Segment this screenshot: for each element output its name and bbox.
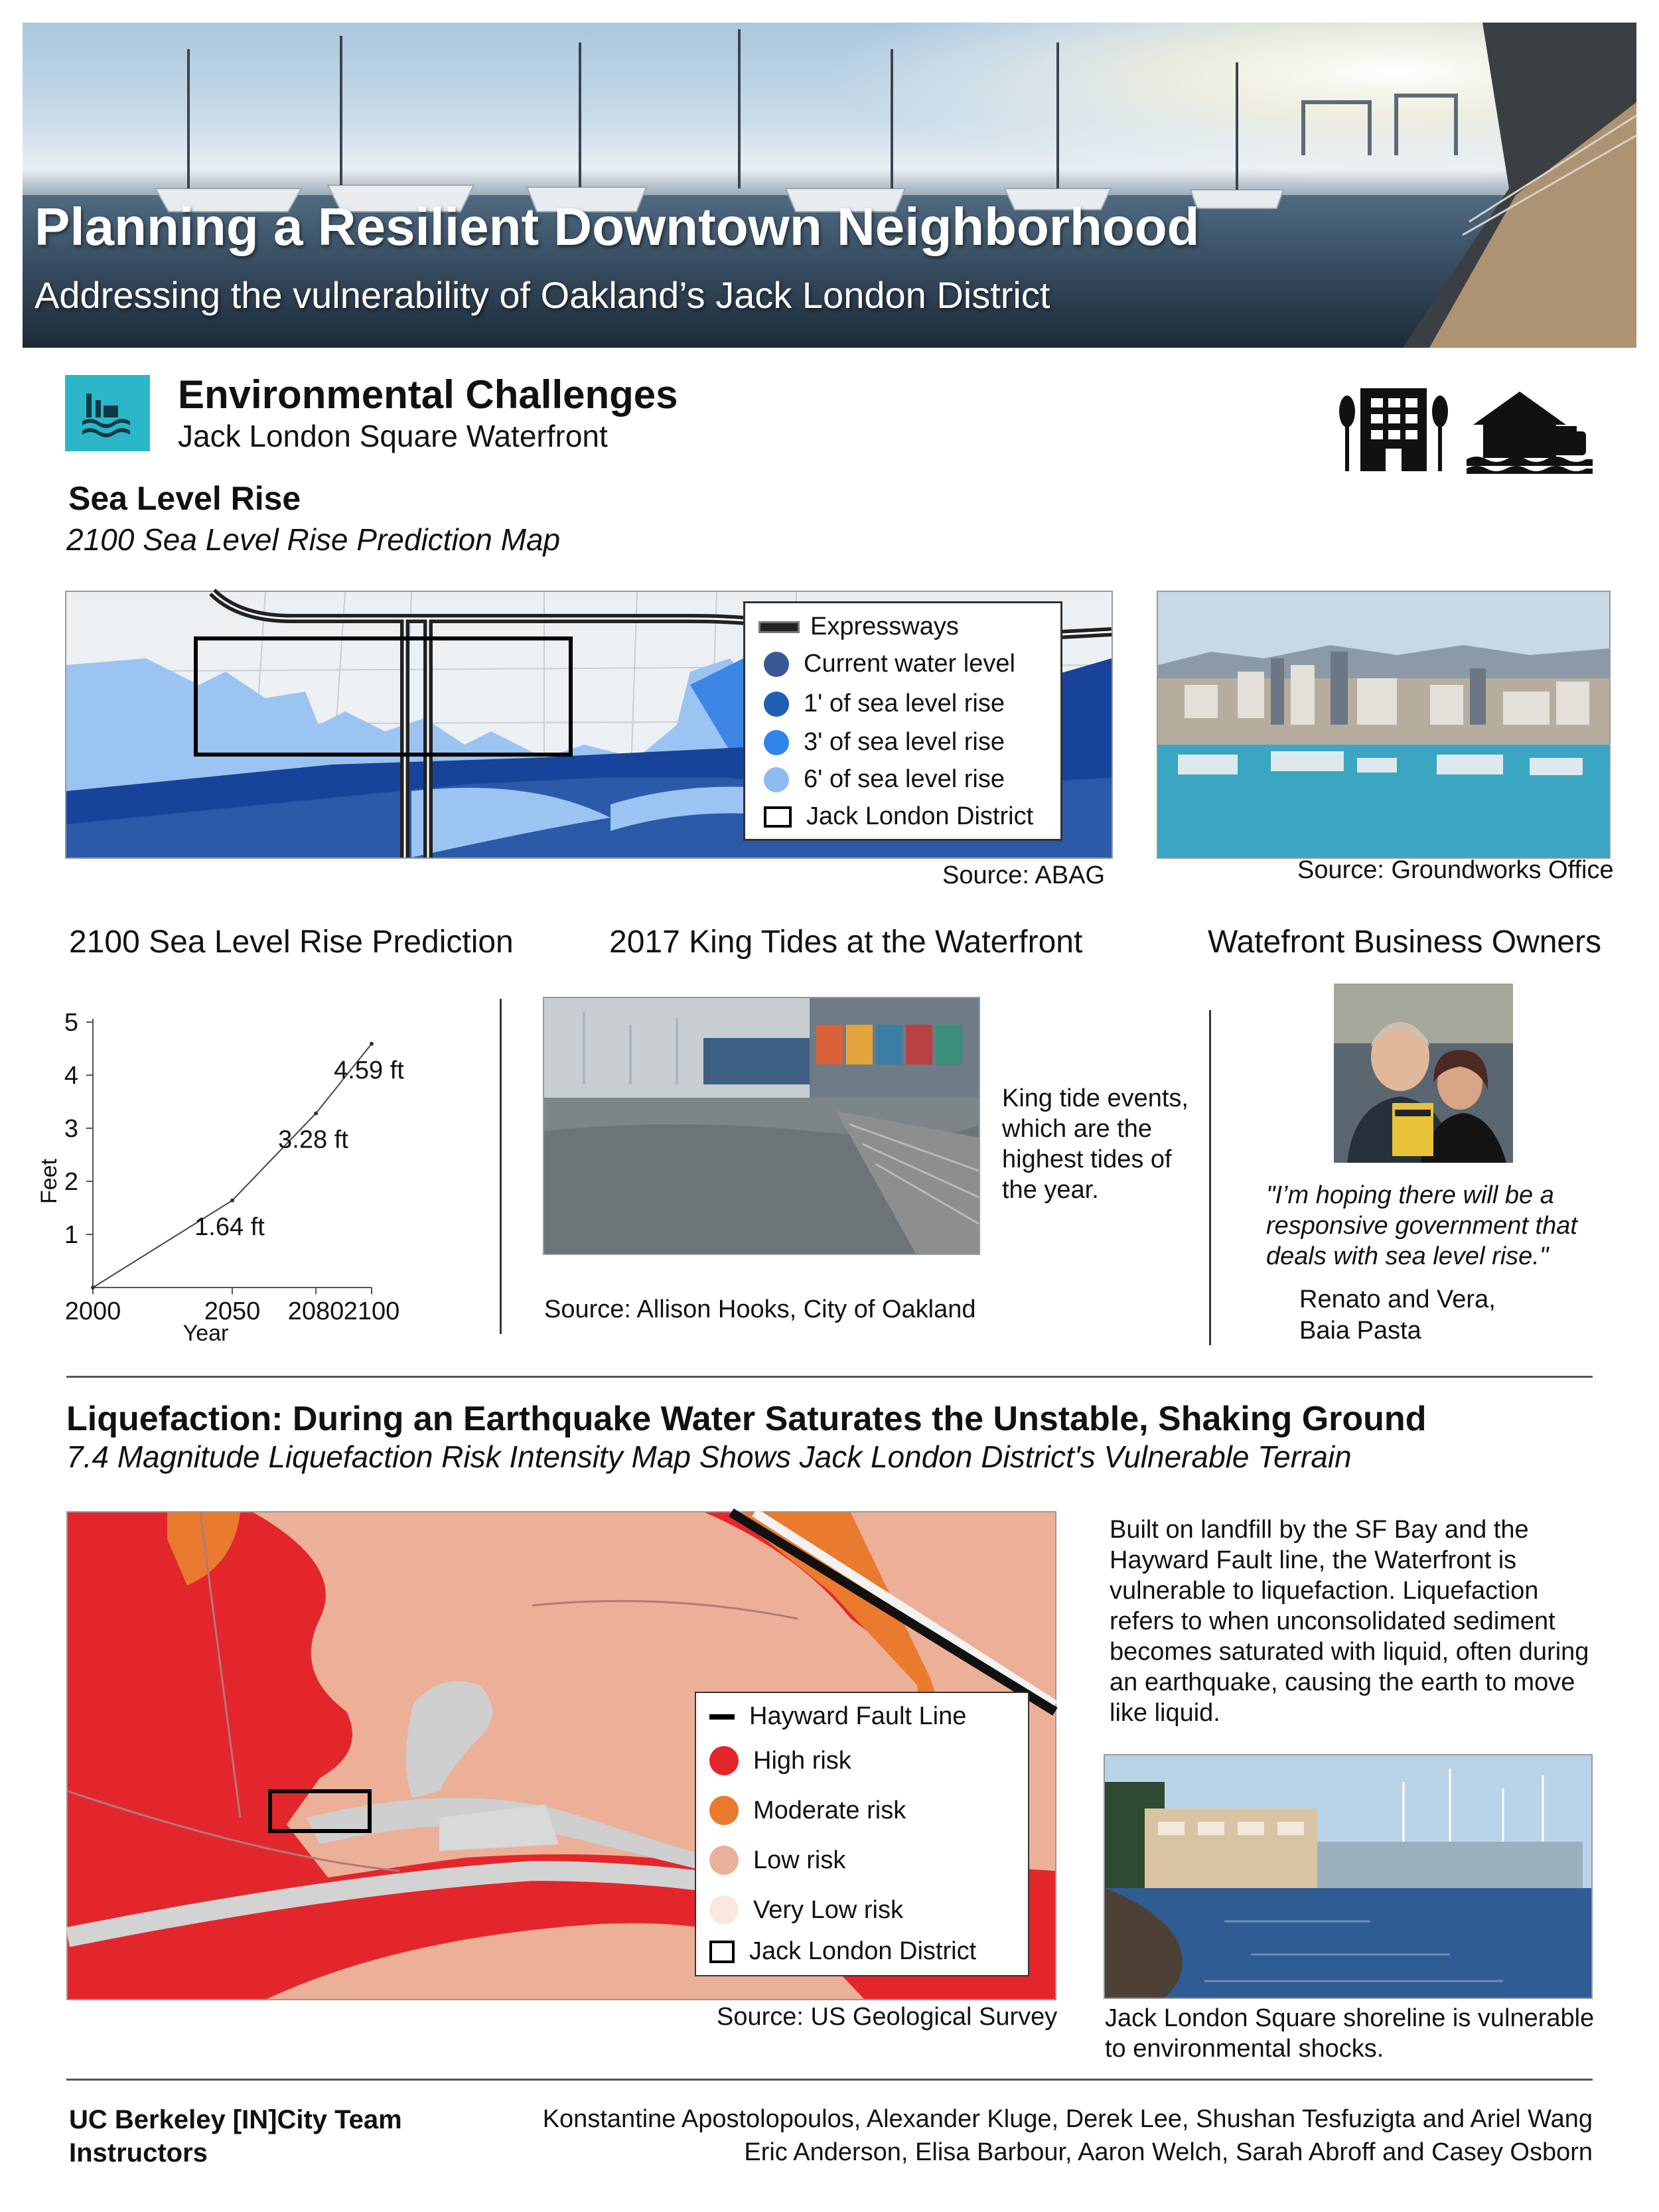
legend-label: 3' of sea level rise [804,728,1005,756]
legend-item-moderate-risk [709,1796,906,1825]
footer-divider [66,2079,1593,2081]
fault-line-swatch [709,1714,735,1720]
page-title: Planning a Resilient Downtown Neighborhood [35,197,1200,256]
shoreline-photo [1104,1754,1593,1999]
low-risk-swatch [709,1846,739,1875]
king-tides-source: Source: Allison Hooks, City of Oakland [544,1295,976,1323]
sea-level-rise-heading: Sea Level Rise [68,480,301,517]
three-foot-swatch [764,730,789,755]
slr-prediction-chart [36,995,438,1354]
data-point [370,1042,374,1046]
x-tick-label: 2050 [204,1297,261,1325]
owners-name: Renato and Vera, [1299,1286,1496,1313]
liquefaction-subheading: 7.4 Magnitude Liquefaction Risk Intensity Map Shows Jack London District's Vulnerable Terrain [66,1439,1352,1474]
x-tick-label: 2080 [287,1297,344,1325]
environmental-challenges-subheading: Jack London Square Waterfront [178,419,608,453]
legend-item-low-risk [709,1846,845,1875]
flooded-city-rendering [1157,591,1611,859]
one-foot-swatch [764,692,789,717]
legend-item-6ft [758,765,1005,794]
x-tick-label: 2000 [64,1297,121,1325]
legend-label: 1' of sea level rise [804,690,1005,717]
legend-item-very-low-risk [709,1895,903,1925]
legend-label: Moderate risk [753,1796,906,1824]
legend-label: Current water level [804,650,1015,678]
sea-level-rise-map [65,591,1113,859]
page-subtitle: Addressing the vulnerability of Oakland’s Jack London District [35,274,1050,316]
waterfront-icon [65,375,150,451]
environmental-challenges-heading: Environmental Challenges [178,372,678,417]
column-divider [500,999,502,1334]
y-tick-label: 5 [64,1009,78,1037]
data-point [230,1199,234,1203]
legend-item-3ft [758,728,1005,757]
liquefaction-heading: Liquefaction: During an Earthquake Water Saturates the Unstable, Shaking Ground [66,1400,1427,1438]
owners-business: Baia Pasta [1299,1317,1421,1345]
sea-level-rise-subheading: 2100 Sea Level Rise Prediction Map [66,522,561,557]
team-members: Konstantine Apostolopoulos, Alexander Kluge, Derek Lee, Shushan Tesfuzigta and Ariel Wang [542,2105,1593,2133]
x-axis-label: Year [182,1321,229,1346]
x-tick-label: 2100 [343,1297,400,1325]
legend-label: Expressways [810,613,959,640]
y-tick-label: 3 [64,1115,78,1143]
flooded-house-icon [1467,385,1593,478]
moderate-risk-swatch [709,1796,739,1825]
y-axis-label: Feet [36,1158,62,1205]
owners-portrait [1334,984,1513,1163]
current-water-swatch [764,652,789,677]
district-swatch [709,1941,735,1963]
section-divider [66,1376,1593,1378]
y-tick-label: 2 [64,1168,78,1196]
legend-label: Low risk [753,1846,846,1874]
liquefaction-map [66,1511,1056,2000]
owners-quote: "I’m hoping there will be a responsive government that deals with sea level rise." [1266,1181,1577,1270]
liquefaction-description: Built on landfill by the SF Bay and the Hayward Fault line, the Waterfront is vulnerable to liquefaction. Liquefaction refers to when unconsolidated sediment becomes saturated with liquid, often during an earthquake, causing the earth to move like liquid. [1110,1516,1589,1727]
legend-item-fault-line [709,1702,966,1731]
high-risk-swatch [709,1746,739,1775]
sea-level-legend [743,601,1062,841]
business-owners-heading: Watefront Business Owners [1208,924,1602,960]
expressway-swatch [758,621,800,633]
series-line [93,1044,372,1288]
legend-label: Hayward Fault Line [749,1702,967,1730]
legend-item-high-risk [709,1746,851,1775]
king-tides-photo [543,997,980,1255]
legend-label: High risk [753,1746,851,1775]
legend-item-current-water [758,650,1015,678]
data-label: 1.64 ft [194,1213,265,1241]
liquefaction-legend [695,1692,1029,1976]
usgs-source: Source: US Geological Survey [717,2003,1058,2031]
building-icon [1334,385,1453,478]
legend-label: Jack London District [806,802,1034,830]
column-divider [1209,1010,1211,1345]
legend-item-district [709,1937,976,1966]
legend-item-1ft [758,690,1005,718]
slr-map-source: Source: ABAG [942,861,1106,889]
legend-label: 6' of sea level rise [804,765,1005,793]
king-tides-description: King tide events, which are the highest tides of the year. [1002,1084,1189,1204]
shoreline-caption: Jack London Square shoreline is vulnerable to environmental shocks. [1105,2004,1595,2063]
six-foot-swatch [764,767,789,792]
groundworks-source: Source: Groundworks Office [1297,856,1614,884]
legend-label: Very Low risk [753,1895,903,1924]
data-label: 4.59 ft [334,1056,404,1084]
king-tides-heading: 2017 King Tides at the Waterfront [609,924,1083,960]
data-label: 3.28 ft [278,1126,348,1154]
very-low-risk-swatch [709,1895,739,1925]
team-label: UC Berkeley [IN]City Team [69,2105,402,2134]
instructor-names: Eric Anderson, Elisa Barbour, Aaron Welch, Sarah Abroff and Casey Osborn [744,2138,1593,2166]
y-tick-label: 1 [64,1221,78,1249]
instructors-label: Instructors [69,2138,208,2168]
legend-label: Jack London District [749,1937,977,1965]
slr-prediction-heading: 2100 Sea Level Rise Prediction [69,924,514,960]
legend-item-district [758,802,1033,831]
y-tick-label: 4 [64,1062,78,1090]
legend-item-expressways [758,613,959,641]
data-point [314,1112,318,1116]
data-point [91,1286,95,1290]
district-swatch [764,806,792,828]
